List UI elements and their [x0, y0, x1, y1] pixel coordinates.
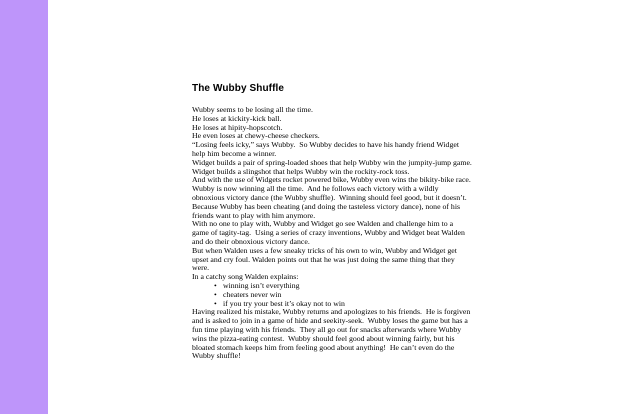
text-line: fun time playing with his friends. They all go out for snacks afterwards where Wubby	[192, 324, 462, 334]
text-line: obnoxious victory dance (the Wubby shuffle). Winning should feel good, but it doesn’t.	[192, 192, 467, 202]
text-line: and is asked to join in a game of hide and seekity-seek. Wubby loses the game but has a	[192, 316, 468, 326]
bullet-icon: •	[214, 280, 217, 290]
text-line: Widget builds a slingshot that helps Wubby win the rockity-rock toss.	[192, 166, 410, 176]
text-line: Having realized his mistake, Wubby returns and apologizes to his friends. He is forgiven	[192, 307, 471, 317]
text-line: With no one to play with, Wubby and Widget go see Walden and challenge him to a	[192, 219, 454, 229]
text-line: But when Walden uses a few sneaky tricks of his own to win, Wubby and Widget get	[192, 245, 457, 255]
text-line: In a catchy song Walden explains:	[192, 272, 299, 282]
text-line: help him become a winner.	[192, 148, 277, 158]
purple-side-bar	[0, 0, 48, 414]
bullet-text: cheaters never win	[223, 289, 282, 299]
document-page	[48, 0, 640, 414]
document-title: The Wubby Shuffle	[192, 83, 285, 94]
text-line: Because Wubby has been cheating (and doing the tasteless victory dance), none of his	[192, 201, 461, 211]
text-line: And with the use of Widgets rocket powered bike, Wubby even wins the bikity-bike race.	[192, 175, 471, 185]
bullet-text: if you try your best it’s okay not to win	[223, 298, 345, 308]
text-line: Wubby shuffle!	[192, 351, 241, 361]
text-line: He loses at hipity-hopscotch.	[192, 122, 283, 132]
text-line: game of tagity-tag. Using a series of crazy inventions, Wubby and Widget beat Walden	[192, 228, 465, 238]
bullet-icon: •	[214, 289, 217, 299]
text-line: friends want to play with him anymore.	[192, 210, 316, 220]
text-line: were.	[192, 263, 210, 273]
bullet-icon: •	[214, 298, 217, 308]
text-line: “Losing feels icky,” says Wubby. So Wubby decides to have his handy friend Widget	[192, 140, 459, 150]
bullet-text: winning isn’t everything	[223, 280, 300, 290]
text-line: wins the pizza-eating contest. Wubby should feel good about winning fairly, but his	[192, 333, 455, 343]
document-body	[192, 106, 492, 361]
text-line: He even loses at chewy-cheese checkers.	[192, 131, 320, 141]
text-line: Wubby is now winning all the time. And he follows each victory with a wildly	[192, 184, 439, 194]
text-line: He loses at kickity-kick ball.	[192, 113, 282, 123]
text-line: upset and cry foul. Walden points out that he was just doing the same thing that they	[192, 254, 455, 264]
text-line: and do their obnoxious victory dance.	[192, 236, 310, 246]
text-line: Widget builds a pair of spring-loaded shoes that help Wubby win the jumpity-jump game.	[192, 157, 472, 167]
text-line: Wubby seems to be losing all the time.	[192, 105, 313, 114]
document-content	[192, 83, 492, 361]
text-line: bloated stomach keeps him from feeling good about anything! He can’t even do the	[192, 342, 455, 352]
